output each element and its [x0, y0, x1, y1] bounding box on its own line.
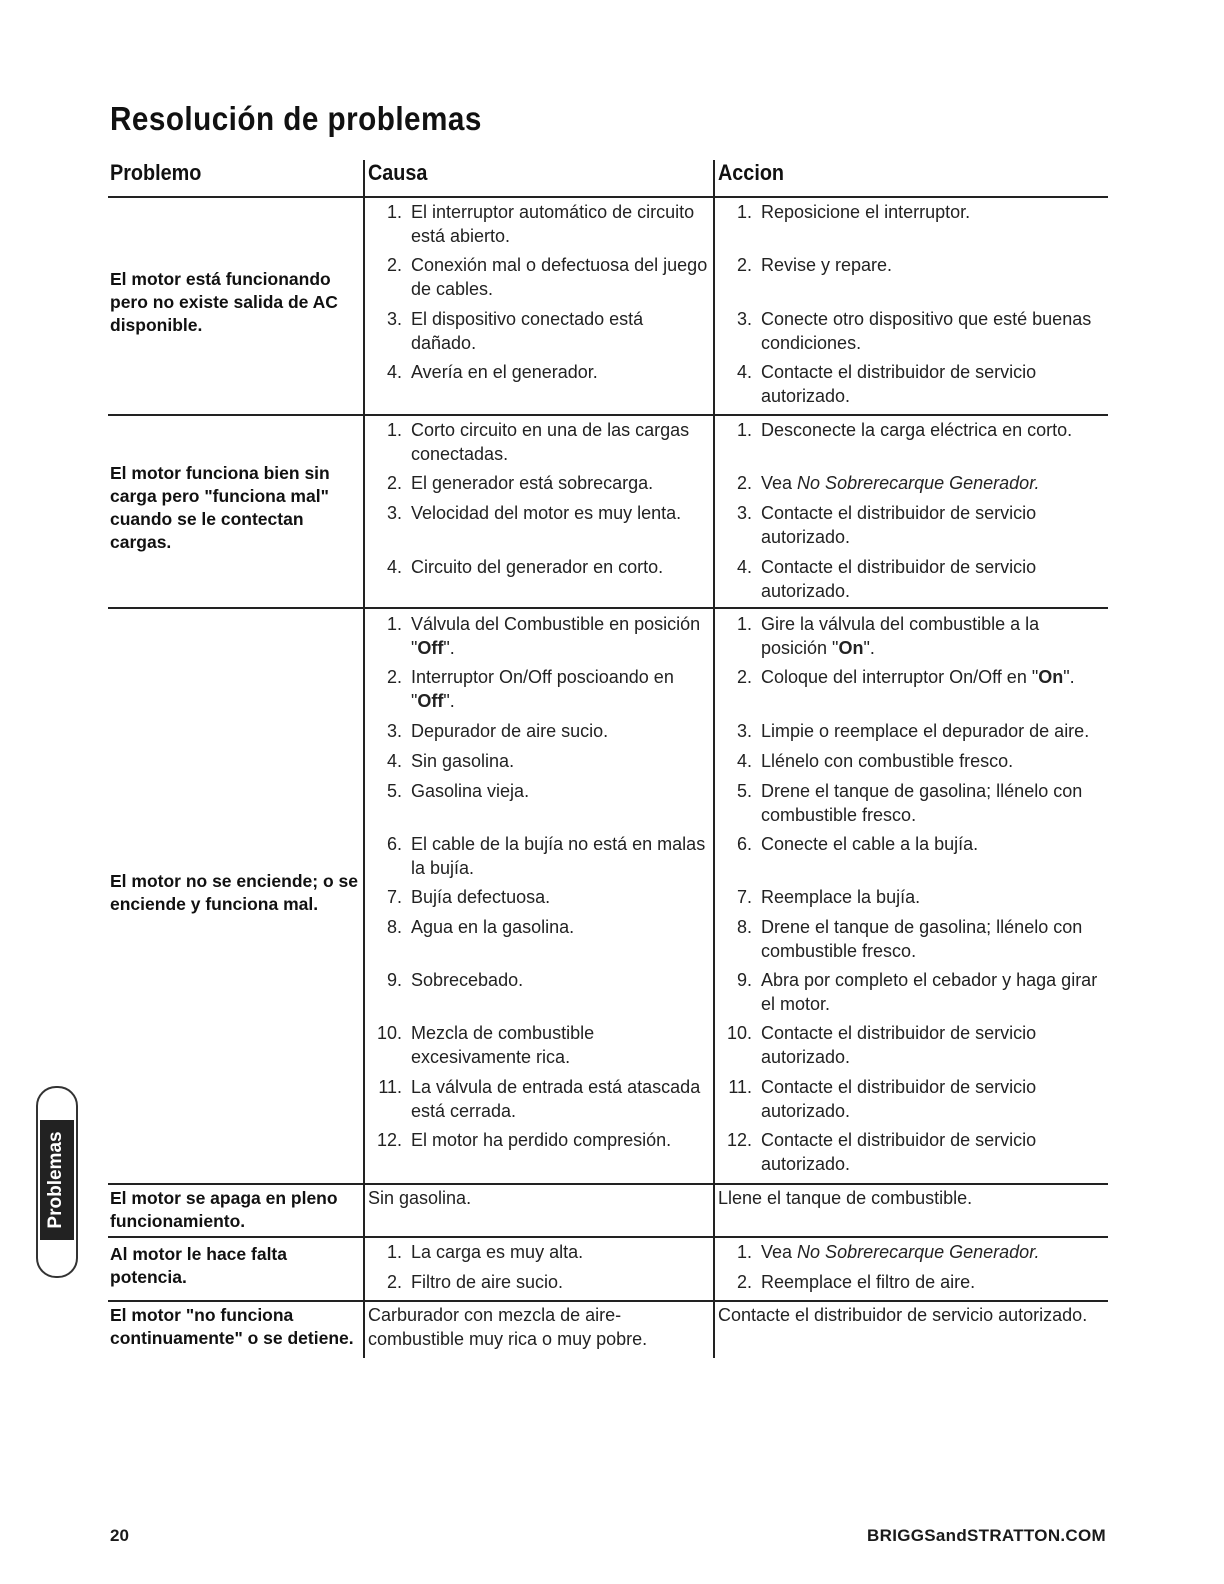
column-header-problem: Problemo: [110, 160, 202, 185]
problem-cell: El motor se apaga en pleno funcionamiento.: [110, 1188, 338, 1231]
column-divider: [363, 160, 365, 1358]
row-divider: [108, 607, 1108, 609]
cause-cell: Sin gasolina.: [368, 1188, 472, 1208]
problem-cell: Al motor le hace falta potencia.: [110, 1244, 287, 1287]
row-divider: [108, 1236, 1108, 1238]
page-number: 20: [110, 1526, 129, 1545]
action-cell: Llene el tanque de combustible.: [718, 1188, 973, 1208]
problem-cell: El motor "no funciona continuamente" o se detiene.: [110, 1305, 354, 1348]
column-divider: [713, 160, 715, 1358]
row-divider: [108, 1300, 1108, 1302]
row-divider: [108, 414, 1108, 416]
header-rule: [108, 196, 1108, 198]
footer-website: BRIGGSandSTRATTON.COM: [867, 1526, 1106, 1545]
problem-cell: El motor está funcionando pero no existe salida de AC disponible.: [110, 269, 338, 335]
row-divider: [108, 1183, 1108, 1185]
problem-cell: El motor funciona bien sin carga pero "funciona mal" cuando se le contectan cargas.: [110, 463, 330, 552]
column-header-cause: Causa: [368, 160, 428, 185]
action-cell: Contacte el distribuidor de servicio autorizado.: [718, 1305, 1088, 1325]
column-header-action: Accion: [718, 160, 785, 185]
page-title: Resolución de problemas: [110, 100, 482, 137]
problem-cell: El motor no se enciende; o se enciende y funciona mal.: [110, 871, 358, 914]
section-tab-label: Problemas: [45, 1131, 66, 1229]
cause-cell: Carburador con mezcla de aire-combustible muy rica o muy pobre.: [368, 1305, 648, 1349]
